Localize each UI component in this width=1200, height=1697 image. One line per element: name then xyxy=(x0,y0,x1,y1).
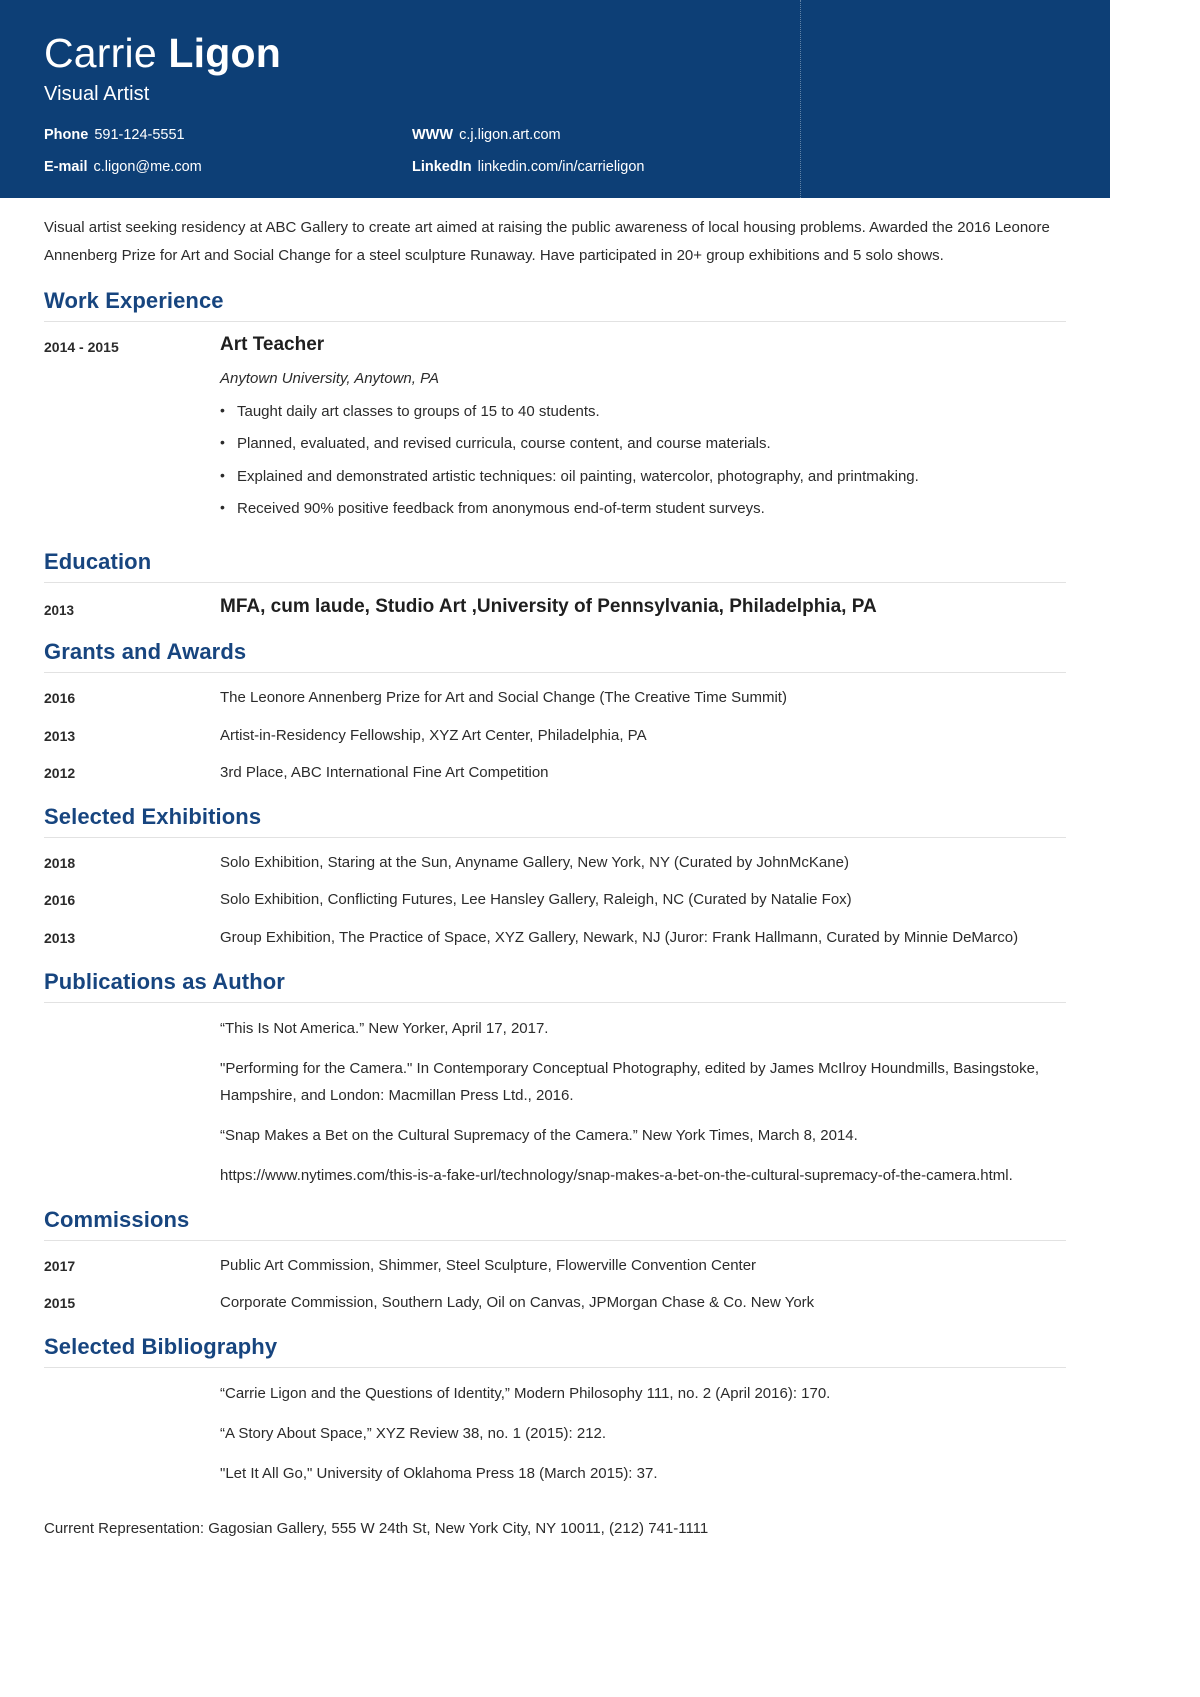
section-rule-grants-and-awards xyxy=(44,672,1066,673)
job-title-subtitle: Visual Artist xyxy=(44,83,150,106)
work-experience-content xyxy=(220,334,1066,531)
contact-phone xyxy=(44,128,412,144)
exhibition-entry xyxy=(44,850,1066,876)
first-name: Carrie xyxy=(44,30,169,76)
section-rule-selected-exhibitions xyxy=(44,837,1066,838)
grant-entry xyxy=(44,723,1066,749)
grant-text: Artist-in-Residency Fellowship, XYZ Art Center, Philadelphia, PA xyxy=(220,726,647,744)
section-rule-education xyxy=(44,582,1066,583)
exhibition-text: Solo Exhibition, Staring at the Sun, Anyname Gallery, New York, NY (Curated by JohnMcKane) xyxy=(220,854,849,872)
resume-header xyxy=(0,0,1110,198)
contact-email xyxy=(44,160,412,176)
current-representation: Current Representation: Gagosian Gallery, 555 W 24th St, New York City, NY 10011, (212) 741-1111 xyxy=(44,1520,709,1538)
contact-details xyxy=(44,128,1066,176)
work-experience-date: 2014 - 2015 xyxy=(44,338,119,355)
education-content xyxy=(220,595,1066,620)
exhibition-date: 2016 xyxy=(44,892,76,909)
exhibition-entry xyxy=(44,887,1066,913)
header-vertical-divider xyxy=(800,0,802,198)
section-heading-grants-and-awards: Grants and Awards xyxy=(44,639,247,665)
commission-text: Corporate Commission, Southern Lady, Oil on Canvas, JPMorgan Chase & Co. New York xyxy=(220,1294,815,1312)
commission-date: 2017 xyxy=(44,1257,76,1274)
contact-linkedin-label: LinkedIn xyxy=(412,159,472,176)
section-rule-publications-as-author xyxy=(44,1002,1066,1003)
list-item: • Explained and demonstrated artistic techniques: oil painting, watercolor, photography, and printmaking. xyxy=(220,466,1066,489)
publications-date-spacer xyxy=(44,1015,220,1017)
grant-text: The Leonore Annenberg Prize for Art and Social Change (The Creative Time Summit) xyxy=(220,689,787,707)
grant-text: 3rd Place, ABC International Fine Art Competition xyxy=(220,763,549,781)
exhibition-text: Group Exhibition, The Practice of Space, XYZ Gallery, Newark, NJ (Juror: Frank Hallmann, Curated by Minnie DeMarco) xyxy=(220,928,1019,946)
contact-linkedin-value[interactable]: linkedin.com/in/carrieligon xyxy=(477,159,645,176)
education-date: 2013 xyxy=(44,602,75,618)
education-entry xyxy=(44,595,1066,622)
bibliography-entry: "Let It All Go," University of Oklahoma Press 18 (March 2015): 37. xyxy=(220,1465,658,1483)
contact-phone-value: 591-124-5551 xyxy=(94,127,185,144)
section-heading-selected-bibliography: Selected Bibliography xyxy=(44,1334,278,1360)
publications-content xyxy=(220,1015,1066,1189)
grant-entry xyxy=(44,760,1066,786)
contact-www-label: WWW xyxy=(412,127,454,144)
section-heading-selected-exhibitions: Selected Exhibitions xyxy=(44,804,262,830)
education-degree: MFA, cum laude, Studio Art ,University of Pennsylvania, Philadelphia, PA xyxy=(220,595,877,617)
grant-date: 2016 xyxy=(44,690,76,707)
commission-entry xyxy=(44,1253,1066,1279)
list-item: • Received 90% positive feedback from anonymous end-of-term student surveys. xyxy=(220,498,1066,521)
section-heading-publications-as-author: Publications as Author xyxy=(44,968,285,994)
bibliography-entry: “A Story About Space,” XYZ Review 38, no. 1 (2015): 212. xyxy=(220,1425,607,1443)
section-rule-selected-bibliography xyxy=(44,1367,1066,1368)
list-item: • Planned, evaluated, and revised curricula, course content, and course materials. xyxy=(220,433,1066,456)
contact-phone-label: Phone xyxy=(44,127,89,144)
last-name: Ligon xyxy=(168,30,281,76)
grant-date: 2012 xyxy=(44,764,76,781)
contact-email-label: E-mail xyxy=(44,159,88,176)
work-experience-organization: Anytown University, Anytown, PA xyxy=(220,370,439,388)
section-heading-commissions: Commissions xyxy=(44,1206,190,1232)
grant-entry xyxy=(44,685,1066,711)
section-heading-work-experience: Work Experience xyxy=(44,287,224,313)
exhibition-date: 2013 xyxy=(44,929,76,946)
contact-www xyxy=(412,128,1066,144)
page-title xyxy=(44,30,1066,77)
contact-www-value[interactable]: c.j.ligon.art.com xyxy=(459,127,561,144)
exhibition-entry xyxy=(44,925,1066,951)
bibliography-date-spacer xyxy=(44,1380,220,1382)
bibliography-content xyxy=(220,1380,1066,1487)
contact-linkedin xyxy=(412,160,1066,176)
section-rule-work-experience xyxy=(44,321,1066,322)
grant-date: 2013 xyxy=(44,727,76,744)
commission-date: 2015 xyxy=(44,1295,76,1312)
bibliography-entry: “Carrie Ligon and the Questions of Identity,” Modern Philosophy 111, no. 2 (April 2016): 170. xyxy=(220,1385,831,1403)
bibliography-block xyxy=(44,1380,1066,1487)
work-experience-job-title: Art Teacher xyxy=(220,333,325,355)
resume-body xyxy=(0,198,1110,1577)
publication-entry: "Performing for the Camera." In Contemporary Conceptual Photography, edited by James McIlroy Houndmills, Basingstoke, Hampshire, and London: Macmillan Press Ltd., 2016. xyxy=(220,1059,1040,1104)
exhibition-text: Solo Exhibition, Conflicting Futures, Lee Hansley Gallery, Raleigh, NC (Curated by Natalie Fox) xyxy=(220,891,852,909)
publication-entry: “Snap Makes a Bet on the Cultural Supremacy of the Camera.” New York Times, March 8, 2014. xyxy=(220,1126,858,1144)
contact-email-value[interactable]: c.ligon@me.com xyxy=(93,159,202,176)
section-heading-education: Education xyxy=(44,548,152,574)
work-experience-entry xyxy=(44,334,1066,531)
work-experience-bullet-list xyxy=(220,401,1066,521)
publications-block xyxy=(44,1015,1066,1189)
commission-text: Public Art Commission, Shimmer, Steel Sculpture, Flowerville Convention Center xyxy=(220,1256,757,1274)
list-item: • Taught daily art classes to groups of 15 to 40 students. xyxy=(220,401,1066,424)
publication-url[interactable]: https://www.nytimes.com/this-is-a-fake-url/technology/snap-makes-a-bet-on-the-cultural-supremacy-of-the-camera.html. xyxy=(220,1166,1013,1184)
exhibition-date: 2018 xyxy=(44,855,76,872)
publication-entry: “This Is Not America.” New Yorker, April 17, 2017. xyxy=(220,1019,549,1037)
professional-summary: Visual artist seeking residency at ABC Gallery to create art aimed at raising the public awareness of local housing problems. Awarded the 2016 Leonore Annenberg Prize for Art and Social Change for a steel sculpture Runaway. Have participated in 20+ group exhibitions and 5 solo shows. xyxy=(44,219,1050,264)
section-rule-commissions xyxy=(44,1240,1066,1241)
commission-entry xyxy=(44,1290,1066,1316)
